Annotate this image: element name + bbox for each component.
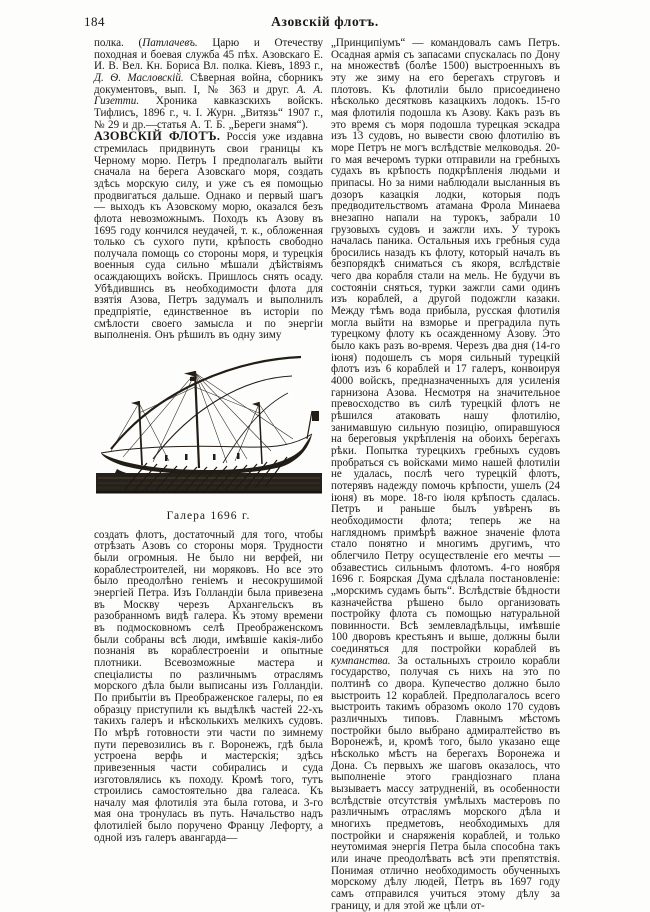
figure-caption: Галера 1696 г. [166,510,251,523]
running-title: Азовскій флотъ. [271,14,379,29]
left-text-column [94,38,323,844]
galley-figure [94,347,323,523]
article-intro-text: Россія уже издавна стремилась придвинуть свои границы къ Черному морю. Петръ I предполагалъ выйти сначала на берега Азовскаго моря, создать здѣсь морскую силу, и уже съ ея помощью продвигаться дальше. Однако и первый шагъ — выходъ къ Азовскому морю, оказался безъ флота невозможнымъ. Походъ къ Азову въ 1695 году кончился неудачей, т. к., обложенная только съ сухого пути, крѣпость свободно получала помощь со стороны моря, и турецкія военныя суда сильно мѣшали дѣйствіямъ осаждающихъ войскъ. Пришлось снять осаду. Убѣдившись въ необходимости флота для взятія Азова, Петръ задумалъ и выполнилъ предпріятіе, единственное въ исторіи по смѣлости своего замысла и по энергіи выполненія. Онъ рѣшилъ въ одну зиму [94,131,323,342]
article-entry-paragraph [94,131,323,342]
galley-engraving-image [95,347,323,505]
page-header [0,14,650,34]
right-text-column [331,38,560,912]
bibliography-paragraph: полка. (Патлачевъ. Царю и Отечеству походная и боевая служба 45 пѣх. Азовскаго Е. И. В. Вел. Кн. Бориса Вл. полка. Кіевъ, 1893 г., Д. Ѳ. Масловскій. Сѣверная война, сборникъ документовъ, вып. I, № 363 и друг. А. А. Гизетти. Хроника кавказскихъ войскъ. Тифлисъ, 1896 г., ч. I. Журн. „Витязь“ 1907 г., № 29 и др.—статья А. Т. Б. „Береги знамя“). [94,37,323,131]
article-lead-heading: АЗОВСКІЙ ФЛОТЪ. [94,129,221,144]
article-continuation-paragraph: создать флотъ, достаточный для того, чтобы отрѣзать Азовъ со стороны моря. Трудности были огромныя. Не было ни верфей, ни кораблестроителей, ни моряковъ. Но все это было преодолѣно геніемъ и несокрушимой энергіей Петра. Изъ Голландіи была привезена въ Москву черезъ Архангельскъ въ разобранномъ видѣ галера. Къ этому времени въ подмосковномъ селѣ Преображенскомъ были собраны всѣ люди, имѣвшіе какія-либо познанія въ кораблестроеніи и опытные плотники. Всевозможные мастера и спеціалисты по различнымъ отраслямъ морского дѣла были выписаны изъ Голландіи. По прибытіи въ Преображенское галеры, по ея образцу приступили къ выдѣлкѣ частей 22-хъ такихъ галеръ и нѣсколькихъ мелкихъ судовъ. По мѣрѣ готовности эти части по зимнему пути перевозились въ г. Воронежъ, гдѣ была устроена верфь и мастерскія; здѣсь привезенныя части собирались и суда изготовлялись къ походу. Кромѣ того, тутъ строились самостоятельно два галеаса. Къ началу мая флотилія эта была готова, и 3-го мая она тронулась въ путь. Начальство надъ флотиліей было поручено Францу Лефорту, а одной изъ галеръ авангарда— [94,528,323,844]
page-number: 184 [84,14,105,29]
right-column-paragraph: „Принципіумъ“ — командовалъ самъ Петръ. Осадная армія съ запасами спускалась по Дону на множествѣ (болѣе 1500) выстроенныхъ въ эту же зиму на его берегахъ струговъ и плотовъ. Къ флотиліи было присоединено нѣсколько десятковъ казацкихъ лодокъ. 15-го мая флотилія подошла къ Азову. Какъ разъ въ это время съ моря подошла турецкая эскадра изъ 13 судовъ, но вывести свою флотилію въ море Петръ не могъ вслѣдствіе мелководья. 20-го мая вечеромъ турки отправили на гребныхъ судахъ въ крѣпость подкрѣпленія людьми и припасы. Но за ними наблюдали высланныя въ дозоръ казацкія лодки, которыя подъ предводительствомъ атамана Фрола Минаева внезапно напали на турокъ, забрали 10 грузовыхъ судовъ и зажгли ихъ. У турокъ началась паника. Остальныя ихъ гребныя суда бросились назадъ къ флоту, который началъ въ безпорядкѣ сниматься съ якоря, вслѣдствіе чего два корабля стали на мель. Не будучи въ состояніи сняться, турки зажгли сами одинъ изъ кораблей, а другой подожгли казаки. Между тѣмъ вода прибыла, русская флотилія могла выйти на взморье и преградила путь турецкому флоту къ осажденному Азову. Это было какъ разъ во-время. Черезъ два дня (14-го іюня) подошелъ съ моря сильный турецкій флотъ изъ 6 кораблей и 17 галеръ, конвоируя 4000 войскъ, предназначенныхъ для усиленія гарнизона Азова. Несмотря на значительное превосходство въ силѣ турецкій флотъ не рѣшился атаковать нашу флотилію, занимавшую сильную позицію, опиравшуюся на береговыя укрѣпленія на обоихъ берегахъ рѣки. Попытка турецкихъ гребныхъ судовъ пробраться съ войсками мимо нашей флотиліи не удалась, послѣ чего турецкій флотъ, потерявъ надежду помочь крѣпости, ушелъ (24 іюня) въ море. 18-го іюля крѣпость сдалась. Петръ и раньше былъ увѣренъ въ необходимости флота; теперь же на наглядномъ примѣрѣ важное значеніе флота стало понятно и многимъ другимъ, что облегчило Петру осуществленіе его мечты — обзавестись сильнымъ флотомъ. 4-го ноября 1696 г. Боярская Дума сдѣлала постановленіе: „морскимъ судамъ быть“. Вслѣдствіе бѣдности казначейства рѣшено было организовать постройку флота съ помощью натуральной повинности. Всѣ землевладѣльцы, имѣвшіе 100 дворовъ крестьянъ и выше, должны были соединяться для постройки кораблей въ кумпанства. За остальныхъ строило корабли государство, получая съ нихъ на это по полтинѣ со двора. Купечество должно было выстроить 12 кораблей. Предполагалось всего выстроить такимъ образомъ около 170 судовъ различныхъ типовъ. Главнымъ мѣстомъ постройки было выбрано адмиралтейство въ Воронежѣ, и, кромѣ того, было указано еще нѣсколько мѣстъ на берегахъ Воронежа и Дона. Съ первыхъ же шаговъ оказалось, что выполненіе этого грандіознаго плана вызываетъ массу затрудненій, въ особенности вслѣдствіе отсутствія умѣлыхъ мастеровъ по различнымъ отраслямъ морского дѣла и многихъ предметовъ, необходимыхъ для постройки и снаряженія кораблей, и только неутомимая энергія Петра была способна такъ или иначе преодолѣвать всѣ эти препятствія. Понимая отлично необходимость обученныхъ морскому дѣлу людей, Петръ въ 1697 году самъ отправился учиться этому дѣлу за границу, и для этой же цѣли от- [331,37,560,912]
